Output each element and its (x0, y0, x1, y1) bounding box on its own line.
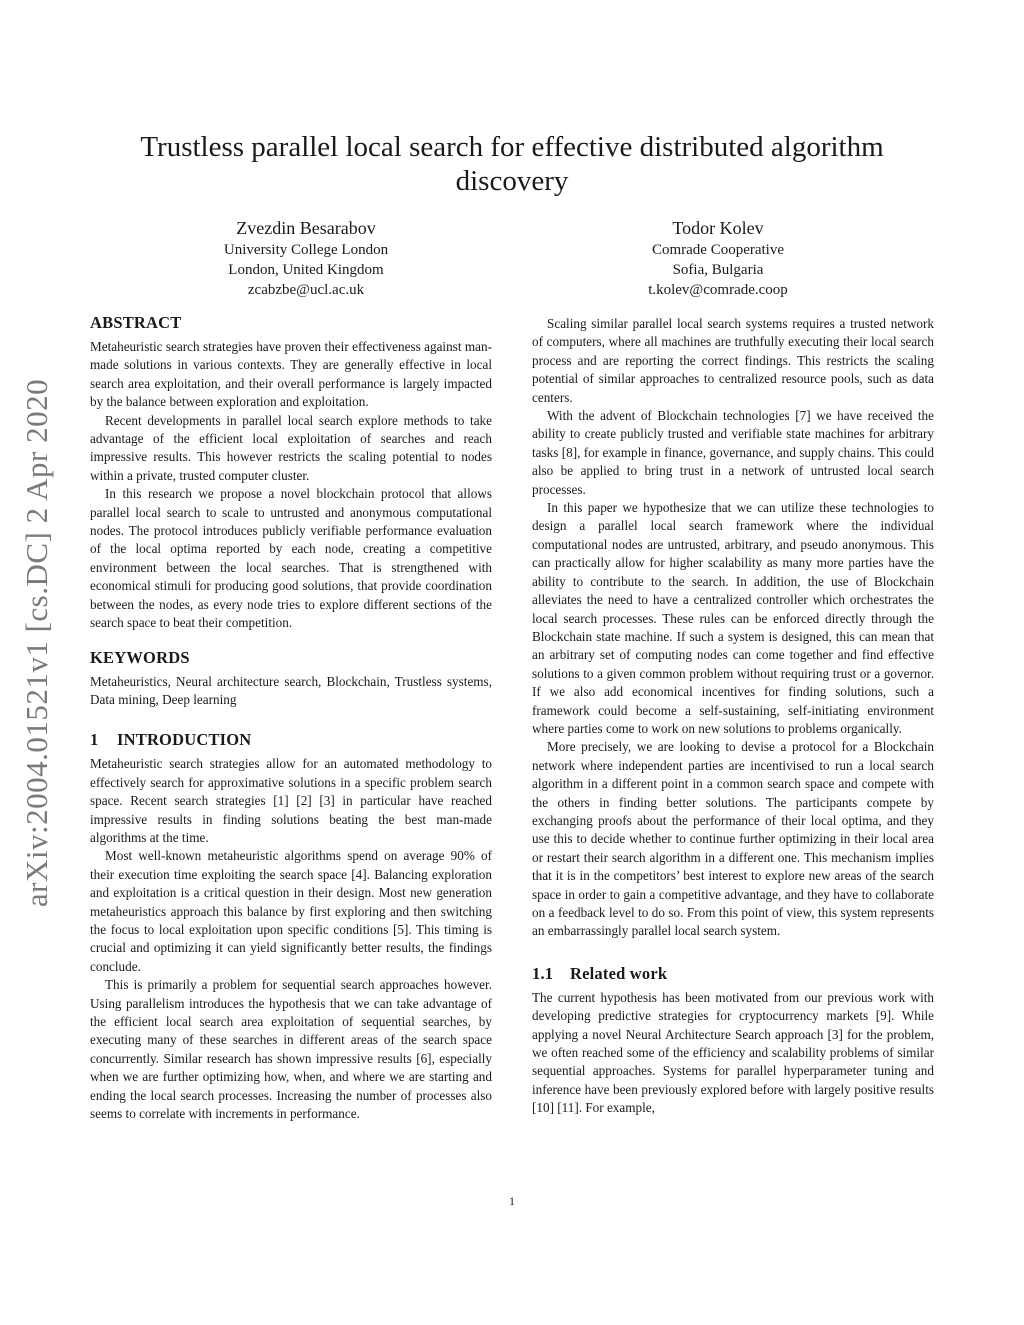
section-number: 1 (90, 730, 99, 750)
author-email: zcabzbe@ucl.ac.uk (247, 282, 365, 298)
author-block-2 (568, 217, 868, 300)
page-number: 1 (509, 1194, 515, 1208)
author-block-1 (156, 217, 456, 300)
introduction-heading (90, 729, 492, 751)
introduction-section (90, 729, 492, 1123)
related-work-section (532, 963, 934, 1118)
author-name: Zvezdin Besarabov (236, 218, 376, 238)
related-work-paragraph: The current hypothesis has been motivated from our previous work with developing predictive strategies for cryptocurrency markets [9]. While applying a novel Neural Architecture Search approach [3] for the problem, we often reached some of the efficiency and scalability problems of similar sequential approaches. Systems for parallel hyperparameter tuning and inference have been previously explored before with largely positive results [10] [11]. For example, (532, 989, 934, 1116)
intro-paragraph: Metaheuristic search strategies allow for an automated methodology to effectively search for approximative solutions in a specific problem search space. Recent search strategies [1] [2] [3] in particular have reached impressive results in finding solutions beating the best man-made algorithms at the time. (90, 756, 492, 845)
section-title: INTRODUCTION (117, 730, 252, 750)
section-number: 1.1 (532, 963, 554, 983)
intro-paragraph: In this paper we hypothesize that we can utilize these technologies to design a parallel local search framework where the individual computational nodes are untrusted, arbitrary, and pseudo anonymous. This can practically allow for higher scalability as many more parties have the ability to contribute to the search. In addition, the use of Blockchain alleviates the need to have a centralized controller which orchestrates the local search processes. These rules can be enforced directly through the Blockchain state machine. If such a system is designed, this can mean that an arbitrary set of computing nodes can come together and find effective solutions to a given common problem without requiring trust or a governor. If we also add economical incentives for finding solutions, such a framework could become a self-sustaining, self-initiating environment where parties come to work on new solutions to problems organically. (532, 500, 934, 736)
author-location: Sofia, Bulgaria (672, 262, 764, 278)
abstract-section (90, 312, 492, 633)
related-work-heading (532, 963, 934, 985)
author-name: Todor Kolev (672, 218, 764, 238)
arxiv-stamp (12, 358, 62, 928)
intro-paragraph: Scaling similar parallel local search systems requires a trusted network of computers, where all machines are truthfully executing their local search process and are reporting the correct findings. This restricts the scaling potential of similar approaches to centralized resource pools, such as data centers. (532, 316, 934, 405)
author-affiliation: University College London (223, 242, 389, 258)
intro-paragraph: More precisely, we are looking to devise a protocol for a Blockchain network where independent parties are incentivised to run a local search algorithm in a different point in a common search space and compete with the others in finding better solutions. The participants compete by exchanging proofs about the performance of their local optima, and they use this to decide whether to continue further optimizing in their local area or restart their search algorithm in a different one. This mechanism implies that it is in the competitors’ best interest to explore new areas of the search space in order to gain a competitive advantage, and they have to collaborate on a feedback level to do so. From this point of view, this system represents an embarrassingly parallel local search system. (532, 739, 934, 939)
author-location: London, United Kingdom (228, 262, 384, 278)
keywords-section (90, 647, 492, 710)
paper-title: Trustless parallel local search for effective distributed algorithm discovery (140, 131, 884, 197)
abstract-paragraph: Recent developments in parallel local search explore methods to take advantage of the efficient local exploitation of searches and reach impressive results. This however restricts the scaling potential to nodes within a private, trusted computer cluster. (90, 412, 492, 483)
intro-paragraph: This is primarily a problem for sequential search approaches however. Using parallelism introduces the hypothesis that we can take advantage of the efficient local search area exploitation of sequential searches, by executing many of these searches in different areas of the search space concurrently. Similar research has shown impressive results [6], especially when we are further optimizing how, when, and where we are starting and ending the local search processes. Increasing the number of processes also seems to correlate with increments in performance. (90, 977, 492, 1122)
author-affiliation: Comrade Cooperative (651, 242, 785, 258)
abstract-paragraph: Metaheuristic search strategies have proven their effectiveness against man-made solutions in various contexts. They are generally effective in local search area exploitation, and their overall performance is largely impacted by the balance between exploration and exploitation. (90, 339, 492, 410)
section-title: Related work (570, 963, 668, 983)
intro-paragraph: Most well-known metaheuristic algorithms spend on average 90% of their execution time exploiting the search space [4]. Balancing exploration and exploitation is a critical question in their design. Most new generation metaheuristics approach this balance by first exploring and then switching the focus to local exploitation upon specific conditions [5]. This timing is crucial and optimizing it can yield significantly better results, the findings conclude. (90, 848, 492, 974)
author-email: t.kolev@comrade.coop (648, 282, 788, 298)
intro-paragraph: With the advent of Blockchain technologies [7] we have received the ability to create publicly trusted and verifiable state machines for arbitrary tasks [8], for example in finance, governance, and supply chains. This could also be applied to bring trust in a network of untrusted local search processes. (532, 408, 934, 497)
keywords-heading: KEYWORDS (90, 647, 190, 667)
abstract-heading: ABSTRACT (90, 313, 182, 332)
arxiv-id: arXiv:2004.01521v1 [cs.DC] 2 Apr 2020 (19, 378, 55, 908)
left-column (90, 312, 492, 1123)
abstract-paragraph: In this research we propose a novel blockchain protocol that allows parallel local search to scale to untrusted and anonymous computational nodes. The protocol introduces publicly verifiable performance evaluation of the local optima reported by each node, creating a competitive environment between the local searches. That is strengthened with economical stimuli for producing good solutions, that provide coordination between the nodes, as every node tries to explore different sections of the search space to beat their competition. (90, 486, 492, 631)
right-column (532, 315, 934, 1118)
keywords-text: Metaheuristics, Neural architecture search, Blockchain, Trustless systems, Data mining, Deep learning (90, 673, 492, 707)
